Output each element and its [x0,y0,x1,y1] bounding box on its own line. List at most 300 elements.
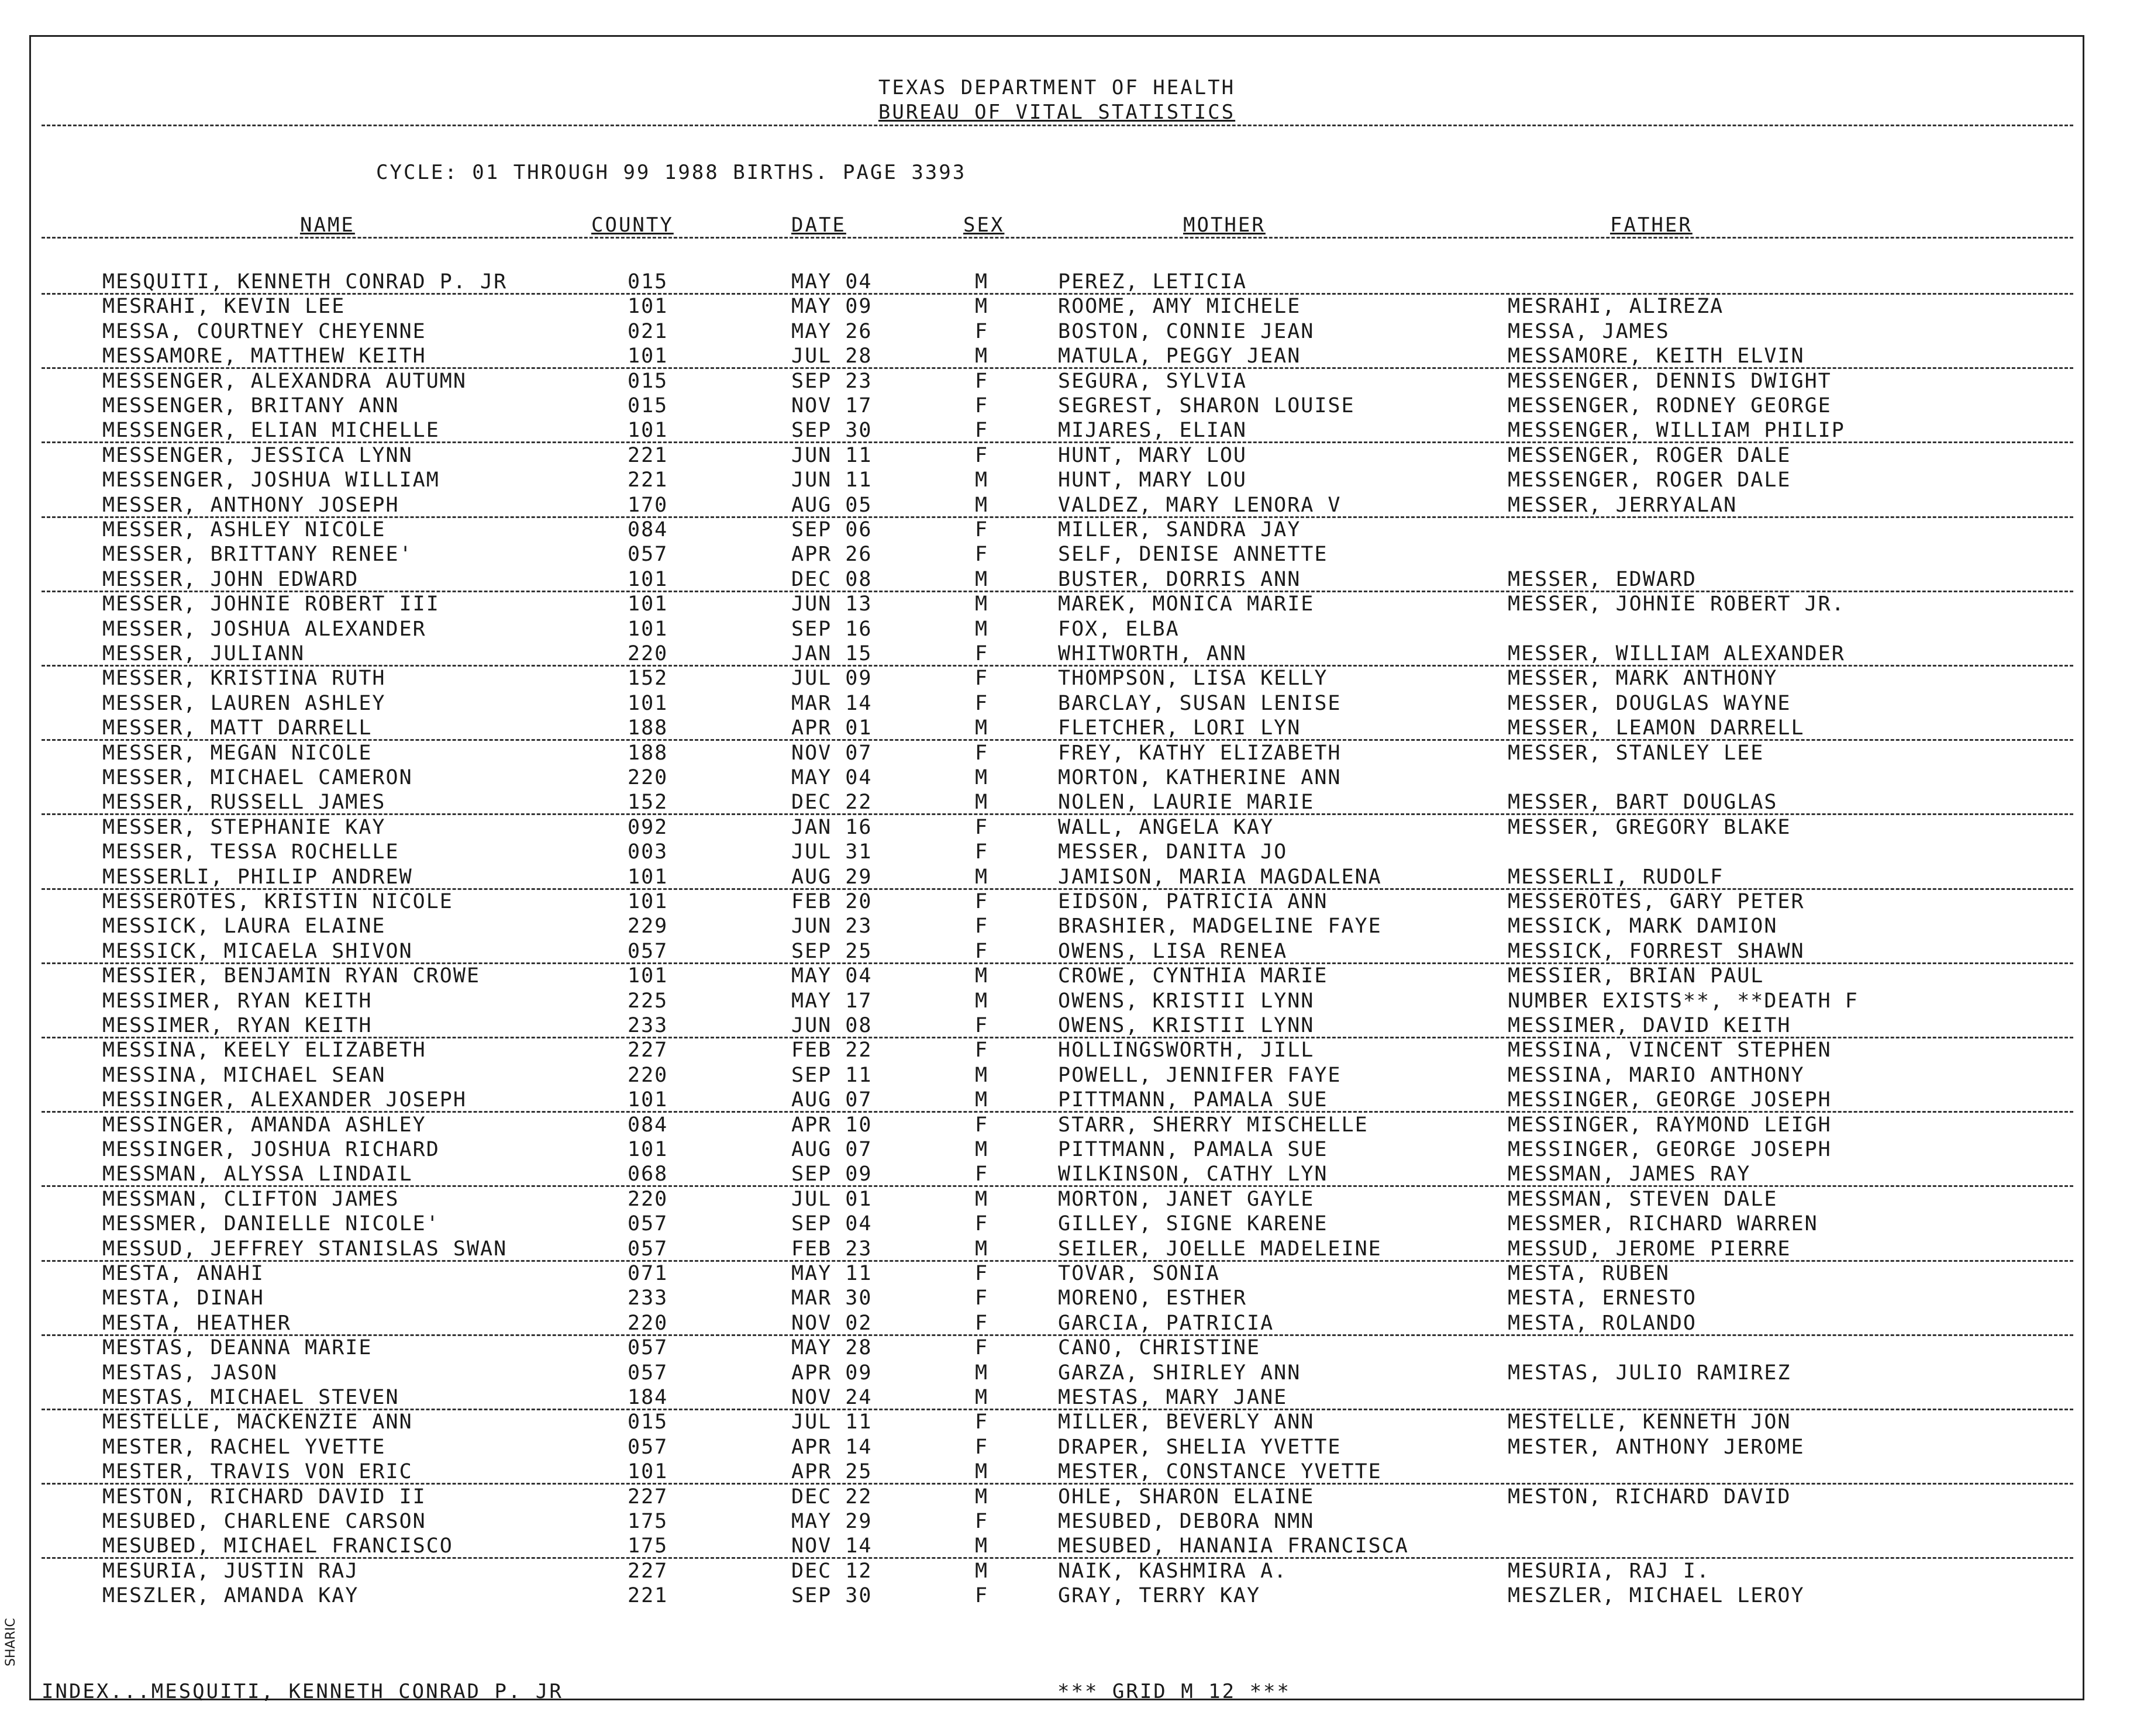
cell-name: MESSENGER, ALEXANDRA AUTUMN [102,369,467,393]
cell-date: NOV 24 [791,1386,873,1409]
table-row [31,369,2083,394]
cell-county: 175 [628,1510,668,1533]
cell-date: APR 09 [791,1361,873,1385]
table-row [31,270,2083,294]
cell-county: 015 [628,270,668,294]
cell-name: MESURIA, JUSTIN RAJ [102,1559,359,1583]
cell-name: MESUBED, CHARLENE CARSON [102,1510,426,1533]
cell-county: 152 [628,791,668,814]
cell-mother: MESUBED, HANANIA FRANCISCA [1058,1534,1409,1558]
side-label: SHARIC [4,1618,18,1666]
cell-father: MESSERLI, RUDOLF [1508,865,1724,889]
cell-father: MESSER, WILLIAM ALEXANDER [1508,642,1845,665]
cell-father: MESSUD, JEROME PIERRE [1508,1237,1791,1261]
cell-date: MAY 04 [791,766,873,789]
cell-sex: M [975,567,989,591]
table-row [31,1237,2083,1261]
cell-mother: OWENS, KRISTII LYNN [1058,1014,1315,1037]
cell-county: 101 [628,691,668,715]
cell-county: 220 [628,766,668,789]
cell-date: MAY 11 [791,1262,873,1285]
cell-father: MESSER, GREGORY BLAKE [1508,815,1791,839]
cell-name: MESSER, BRITTANY RENEE' [102,543,413,567]
cell-sex: M [975,1088,989,1112]
cell-name: MESSER, ANTHONY JOSEPH [102,493,399,517]
cell-date: SEP 11 [791,1063,873,1087]
table-row [31,1286,2083,1310]
table-row [31,542,2083,567]
cell-date: DEC 08 [791,567,873,591]
table-row [31,889,2083,914]
cell-name: MESSENGER, JESSICA LYNN [102,443,413,467]
cell-date: FEB 23 [791,1237,873,1261]
table-row [31,468,2083,492]
cell-mother: GILLEY, SIGNE KARENE [1058,1212,1328,1236]
table-row [31,1311,2083,1335]
cell-father: MESSICK, FORREST SHAWN [1508,939,1805,963]
cell-mother: PEREZ, LETICIA [1058,270,1247,294]
cell-county: 220 [628,1063,668,1087]
cell-date: MAY 26 [791,319,873,343]
cell-father: MESTA, ERNESTO [1508,1286,1697,1310]
column-header-father: FATHER [1610,213,1693,237]
table-row [31,641,2083,666]
cell-mother: MORENO, ESTHER [1058,1286,1247,1310]
table-row [31,865,2083,889]
cell-county: 057 [628,1336,668,1360]
cell-sex: M [975,964,989,988]
cell-date: DEC 22 [791,1485,873,1509]
cell-county: 101 [628,592,668,616]
cell-father: MESSICK, MARK DAMION [1508,914,1778,938]
cell-sex: F [975,642,989,665]
cell-sex: F [975,1510,989,1533]
cell-date: APR 14 [791,1435,873,1459]
cell-sex: M [975,1485,989,1509]
cell-county: 220 [628,1187,668,1211]
cell-county: 101 [628,1460,668,1484]
cell-county: 227 [628,1559,668,1583]
cell-date: MAY 04 [791,270,873,294]
cell-father: MESSINGER, GEORGE JOSEPH [1508,1088,1832,1112]
cell-date: MAY 29 [791,1510,873,1533]
table-row [31,567,2083,592]
cell-county: 101 [628,344,668,368]
cell-name: MESSER, RUSSELL JAMES [102,791,386,814]
cell-date: APR 10 [791,1113,873,1137]
cell-mother: GARCIA, PATRICIA [1058,1311,1274,1335]
cell-county: 057 [628,1237,668,1261]
cell-date: MAR 14 [791,691,873,715]
cell-county: 015 [628,1410,668,1434]
cell-mother: ROOME, AMY MICHELE [1058,295,1301,319]
cell-sex: M [975,270,989,294]
cell-sex: F [975,914,989,938]
cell-mother: BARCLAY, SUSAN LENISE [1058,691,1342,715]
cell-father: MESSER, JERRYALAN [1508,493,1738,517]
cell-date: FEB 20 [791,890,873,913]
cell-county: 068 [628,1162,668,1186]
cell-date: APR 26 [791,543,873,567]
cell-father: MESSENGER, DENNIS DWIGHT [1508,369,1832,393]
cell-sex: M [975,1460,989,1484]
cell-county: 229 [628,914,668,938]
cell-name: MESSER, MATT DARRELL [102,716,373,740]
cell-county: 101 [628,964,668,988]
cell-date: SEP 25 [791,939,873,963]
cell-mother: POWELL, JENNIFER FAYE [1058,1063,1342,1087]
cell-sex: F [975,815,989,839]
table-row [31,443,2083,468]
cell-mother: MIJARES, ELIAN [1058,419,1247,443]
cell-name: MESSER, MICHAEL CAMERON [102,766,413,789]
cell-date: SEP 04 [791,1212,873,1236]
cell-mother: NAIK, KASHMIRA A. [1058,1559,1288,1583]
index-footer: INDEX...MESQUITI, KENNETH CONRAD P. JR [42,1680,563,1703]
table-row [31,964,2083,988]
cell-sex: F [975,1113,989,1137]
cell-date: APR 25 [791,1460,873,1484]
cell-father: MESTELLE, KENNETH JON [1508,1410,1791,1434]
cell-date: JUL 01 [791,1187,873,1211]
cell-mother: MILLER, BEVERLY ANN [1058,1410,1315,1434]
cell-mother: HUNT, MARY LOU [1058,468,1247,492]
cell-father: MESSENGER, RODNEY GEORGE [1508,394,1832,417]
cell-mother: FREY, KATHY ELIZABETH [1058,741,1342,765]
table-row [31,1509,2083,1534]
cell-name: MESSER, JOHNIE ROBERT III [102,592,440,616]
table-row [31,1261,2083,1286]
cell-name: MESSER, TESSA ROCHELLE [102,840,399,864]
cell-sex: M [975,716,989,740]
cell-mother: BRASHIER, MADGELINE FAYE [1058,914,1382,938]
cell-name: MESTAS, JASON [102,1361,278,1385]
cell-sex: M [975,468,989,492]
cell-sex: F [975,1311,989,1335]
cell-county: 101 [628,1138,668,1161]
cell-date: NOV 02 [791,1311,873,1335]
cell-county: 152 [628,667,668,691]
cell-name: MESSICK, LAURA ELAINE [102,914,386,938]
cell-date: SEP 16 [791,617,873,641]
cell-name: MESZLER, AMANDA KAY [102,1584,359,1608]
cell-county: 057 [628,939,668,963]
cell-sex: F [975,1286,989,1310]
cell-date: FEB 22 [791,1038,873,1062]
cell-mother: MAREK, MONICA MARIE [1058,592,1315,616]
cell-date: JUN 08 [791,1014,873,1037]
cell-sex: F [975,319,989,343]
table-row [31,914,2083,938]
table-row [31,493,2083,517]
cell-sex: F [975,1336,989,1360]
cell-name: MESTAS, DEANNA MARIE [102,1336,373,1360]
cell-date: MAY 17 [791,989,873,1013]
cell-county: 188 [628,716,668,740]
cell-county: 101 [628,1088,668,1112]
table-row [31,1038,2083,1062]
cell-sex: M [975,1534,989,1558]
cell-county: 184 [628,1386,668,1409]
cell-father: MESSER, STANLEY LEE [1508,741,1764,765]
cell-sex: F [975,890,989,913]
cell-mother: VALDEZ, MARY LENORA V [1058,493,1342,517]
cell-father: MESSINA, VINCENT STEPHEN [1508,1038,1832,1062]
cell-mother: STARR, SHERRY MISCHELLE [1058,1113,1369,1137]
cell-father: MESSENGER, ROGER DALE [1508,443,1791,467]
cell-name: MESTER, RACHEL YVETTE [102,1435,386,1459]
cell-county: 021 [628,319,668,343]
cell-mother: HUNT, MARY LOU [1058,443,1247,467]
table-row [31,1212,2083,1236]
cell-county: 101 [628,865,668,889]
cell-mother: OHLE, SHARON ELAINE [1058,1485,1315,1509]
cell-mother: PITTMANN, PAMALA SUE [1058,1138,1328,1161]
cell-date: JUN 23 [791,914,873,938]
cell-mother: HOLLINGSWORTH, JILL [1058,1038,1315,1062]
cell-date: NOV 07 [791,741,873,765]
cell-name: MESSAMORE, MATTHEW KEITH [102,344,426,368]
cell-sex: F [975,1014,989,1037]
cell-sex: M [975,617,989,641]
header-rule [42,125,2073,126]
cell-father: MESSMAN, STEVEN DALE [1508,1187,1778,1211]
cell-name: MESSMAN, ALYSSA LINDAIL [102,1162,413,1186]
cell-mother: SEGREST, SHARON LOUISE [1058,394,1355,417]
table-row [31,1088,2083,1112]
table-row [31,1534,2083,1558]
table-row [31,691,2083,716]
cell-mother: TOVAR, SONIA [1058,1262,1220,1285]
table-row [31,517,2083,542]
cell-name: MESUBED, MICHAEL FRANCISCO [102,1534,453,1558]
table-row [31,1113,2083,1137]
cell-county: 057 [628,543,668,567]
cell-date: DEC 22 [791,791,873,814]
cell-mother: GRAY, TERRY KAY [1058,1584,1261,1608]
cell-name: MESTELLE, MACKENZIE ANN [102,1410,413,1434]
cell-name: MESSER, MEGAN NICOLE [102,741,373,765]
cell-sex: M [975,1559,989,1583]
cell-name: MESTA, HEATHER [102,1311,292,1335]
table-row [31,1583,2083,1608]
cell-sex: F [975,543,989,567]
cell-county: 084 [628,518,668,541]
cell-name: MESQUITI, KENNETH CONRAD P. JR [102,270,508,294]
cell-name: MESSER, JOSHUA ALEXANDER [102,617,426,641]
table-row [31,1385,2083,1410]
cell-mother: EIDSON, PATRICIA ANN [1058,890,1328,913]
cell-sex: F [975,667,989,691]
cell-father: MESSER, DOUGLAS WAYNE [1508,691,1791,715]
cell-sex: M [975,1187,989,1211]
table-row [31,319,2083,344]
cell-sex: F [975,1435,989,1459]
cell-name: MESSEROTES, KRISTIN NICOLE [102,890,453,913]
cell-name: MESSENGER, BRITANY ANN [102,394,399,417]
cell-county: 188 [628,741,668,765]
cell-father: MESTER, ANTHONY JEROME [1508,1435,1805,1459]
cell-county: 233 [628,1014,668,1037]
cell-county: 233 [628,1286,668,1310]
table-row [31,1435,2083,1459]
table-row [31,394,2083,418]
cell-mother: SEILER, JOELLE MADELEINE [1058,1237,1382,1261]
cell-name: MESSER, STEPHANIE KAY [102,815,386,839]
cell-father: MESSINA, MARIO ANTHONY [1508,1063,1805,1087]
cell-mother: BOSTON, CONNIE JEAN [1058,319,1315,343]
table-row [31,1361,2083,1385]
cell-county: 101 [628,567,668,591]
column-header-mother: MOTHER [1183,213,1266,237]
cell-name: MESSER, ASHLEY NICOLE [102,518,386,541]
cell-mother: CROWE, CYNTHIA MARIE [1058,964,1328,988]
cell-father: MESZLER, MICHAEL LEROY [1508,1584,1805,1608]
cell-name: MESSUD, JEFFREY STANISLAS SWAN [102,1237,508,1261]
cell-mother: DRAPER, SHELIA YVETTE [1058,1435,1342,1459]
cell-name: MESSMER, DANIELLE NICOLE' [102,1212,440,1236]
cell-county: 220 [628,642,668,665]
cell-date: JUL 31 [791,840,873,864]
cell-mother: NOLEN, LAURIE MARIE [1058,791,1315,814]
cell-name: MESSER, JULIANN [102,642,305,665]
cell-sex: M [975,791,989,814]
cell-mother: MESSER, DANITA JO [1058,840,1288,864]
cell-date: AUG 29 [791,865,873,889]
cell-sex: F [975,369,989,393]
cell-date: NOV 14 [791,1534,873,1558]
cell-sex: F [975,1038,989,1062]
cell-name: MESSA, COURTNEY CHEYENNE [102,319,426,343]
cell-sex: M [975,1237,989,1261]
cell-sex: M [975,766,989,789]
cell-date: DEC 12 [791,1559,873,1583]
table-row [31,1459,2083,1484]
cell-mother: MILLER, SANDRA JAY [1058,518,1301,541]
cell-mother: WALL, ANGELA KAY [1058,815,1274,839]
cell-name: MESTER, TRAVIS VON ERIC [102,1460,413,1484]
cell-county: 225 [628,989,668,1013]
cell-date: SEP 06 [791,518,873,541]
cell-sex: M [975,493,989,517]
cell-date: SEP 30 [791,419,873,443]
cell-name: MESSIMER, RYAN KEITH [102,1014,373,1037]
cell-county: 092 [628,815,668,839]
cell-father: MESTAS, JULIO RAMIREZ [1508,1361,1791,1385]
cell-mother: CANO, CHRISTINE [1058,1336,1261,1360]
table-row [31,1559,2083,1583]
cell-sex: M [975,865,989,889]
cell-name: MESSER, KRISTINA RUTH [102,667,386,691]
cell-name: MESSENGER, JOSHUA WILLIAM [102,468,440,492]
table-row [31,344,2083,368]
cell-county: 003 [628,840,668,864]
cell-name: MESTA, DINAH [102,1286,264,1310]
cell-father: MESSINGER, RAYMOND LEIGH [1508,1113,1832,1137]
cell-county: 101 [628,295,668,319]
cell-date: JUN 11 [791,468,873,492]
table-row [31,939,2083,964]
cell-county: 175 [628,1534,668,1558]
table-row [31,592,2083,616]
cell-date: NOV 17 [791,394,873,417]
cell-date: SEP 09 [791,1162,873,1186]
cell-mother: PITTMANN, PAMALA SUE [1058,1088,1328,1112]
cell-name: MESSINGER, ALEXANDER JOSEPH [102,1088,467,1112]
cell-date: JAN 15 [791,642,873,665]
cell-name: MESSIMER, RYAN KEITH [102,989,373,1013]
cell-name: MESSINGER, AMANDA ASHLEY [102,1113,426,1137]
cell-date: SEP 23 [791,369,873,393]
cell-father: MESSER, BART DOUGLAS [1508,791,1778,814]
cell-name: MESSER, LAUREN ASHLEY [102,691,386,715]
table-row [31,418,2083,443]
cell-mother: JAMISON, MARIA MAGDALENA [1058,865,1382,889]
cell-county: 101 [628,890,668,913]
cell-father: MESTA, ROLANDO [1508,1311,1697,1335]
table-row [31,1137,2083,1162]
cell-date: AUG 07 [791,1138,873,1161]
cell-sex: F [975,939,989,963]
column-header-sex: SEX [963,213,1005,237]
column-header-date: DATE [791,213,846,237]
cell-date: JAN 16 [791,815,873,839]
column-header-county: COUNTY [591,213,674,237]
cell-sex: M [975,1063,989,1087]
cell-date: MAY 04 [791,964,873,988]
cell-date: MAY 09 [791,295,873,319]
cell-name: MESSERLI, PHILIP ANDREW [102,865,413,889]
cell-sex: M [975,989,989,1013]
cell-date: JUL 11 [791,1410,873,1434]
cell-date: JUL 09 [791,667,873,691]
cell-father: MESSIMER, DAVID KEITH [1508,1014,1791,1037]
cell-father: MESSMAN, JAMES RAY [1508,1162,1751,1186]
cell-sex: M [975,1138,989,1161]
cell-father: MESSINGER, GEORGE JOSEPH [1508,1138,1832,1161]
table-row [31,294,2083,319]
column-header-rule [42,237,2073,239]
table-row [31,1485,2083,1509]
cell-mother: MATULA, PEGGY JEAN [1058,344,1301,368]
cell-name: MESSINGER, JOSHUA RICHARD [102,1138,440,1161]
cell-sex: F [975,1212,989,1236]
cell-father: MESSAMORE, KEITH ELVIN [1508,344,1805,368]
table-row [31,989,2083,1013]
cell-mother: MESTAS, MARY JANE [1058,1386,1288,1409]
column-header-name: NAME [300,213,355,237]
cell-county: 101 [628,419,668,443]
table-row [31,1187,2083,1212]
cell-sex: F [975,394,989,417]
cell-father: MESTA, RUBEN [1508,1262,1670,1285]
cell-county: 015 [628,394,668,417]
table-row [31,666,2083,691]
cell-county: 220 [628,1311,668,1335]
cell-mother: GARZA, SHIRLEY ANN [1058,1361,1301,1385]
cell-county: 227 [628,1485,668,1509]
cell-county: 071 [628,1262,668,1285]
cell-sex: F [975,1262,989,1285]
cell-father: MESSER, JOHNIE ROBERT JR. [1508,592,1845,616]
table-row [31,1162,2083,1186]
cell-father: MESSER, EDWARD [1508,567,1697,591]
cell-county: 221 [628,468,668,492]
table-row [31,741,2083,765]
bureau-title: BUREAU OF VITAL STATISTICS [878,101,1236,124]
table-row [31,1335,2083,1360]
cell-father: MESSENGER, WILLIAM PHILIP [1508,419,1845,443]
